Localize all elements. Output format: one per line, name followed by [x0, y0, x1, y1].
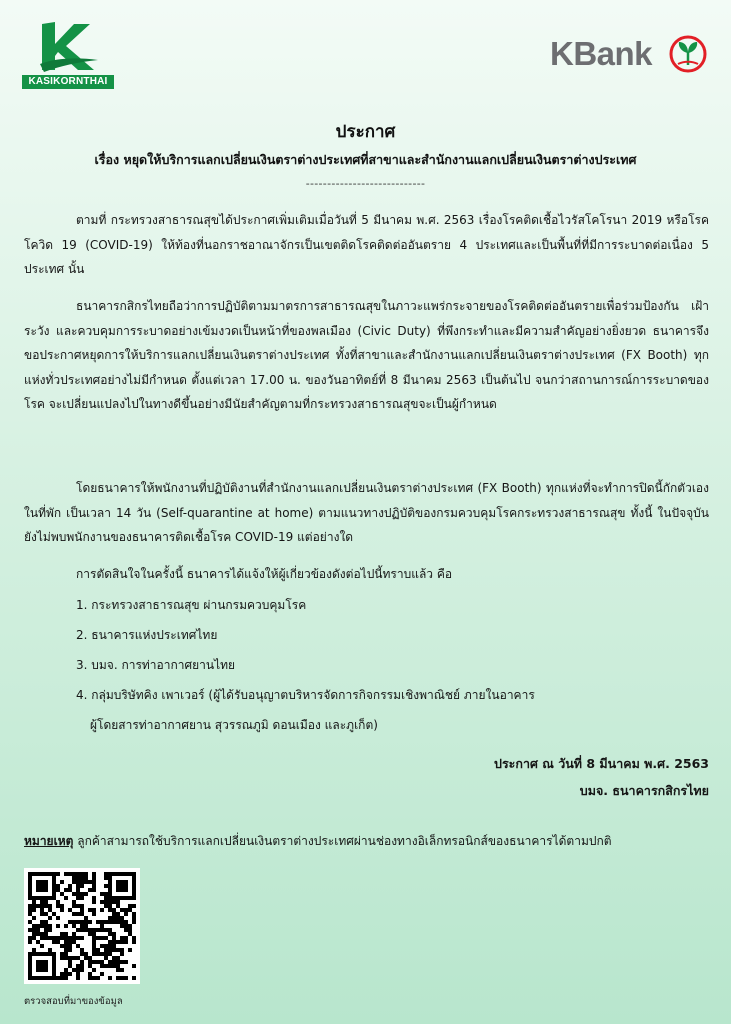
- list-item: 1. กระทรวงสาธารณสุข ผ่านกรมควบคุมโรค: [76, 598, 307, 612]
- note-text: ลูกค้าสามารถใช้บริการแลกเปลี่ยนเงินตราต่างประเทศผ่านช่องทางอิเล็กทรอนิกส์ของธนาคารได้ตามปกติ: [73, 834, 612, 848]
- qr-code[interactable]: [24, 868, 140, 984]
- paragraph-1: ตามที่ กระทรวงสาธารณสุขได้ประกาศเพิ่มเติมเมื่อวันที่ 5 มีนาคม พ.ศ. 2563 เรื่องโรคติดเชื้อไวรัสโคโรนา 2019 หรือโรคโควิด 19 (COVID-19) ให้ท้องที่นอกราชอาณาจักรเป็นเขตติดโรคติดต่ออันตราย 4 ประเทศและเป็นพื้นที่ที่มีการระบาดต่อเนื่อง 5 ประเทศ นั้น: [24, 213, 709, 276]
- list-item: 3. บมจ. การท่าอากาศยานไทย: [76, 658, 236, 672]
- note-label: หมายเหตุ: [24, 834, 74, 848]
- announcement-title: ประกาศ: [335, 122, 396, 142]
- kbank-wordmark: KBank: [550, 35, 653, 72]
- signature-date: ประกาศ ณ วันที่ 8 มีนาคม พ.ศ. 2563: [494, 756, 709, 771]
- list-item-text: 4. กลุ่มบริษัทคิง เพาเวอร์ (ผู้ได้รับอนุญาตบริหารจัดการกิจกรรมเชิงพาณิชย์ ภายในอาคาร: [76, 688, 535, 702]
- kasikornthai-wordmark: KASIKORNTHAI: [22, 75, 114, 89]
- paragraph-2: ธนาคารกสิกรไทยถือว่าการปฏิบัติตามมาตรการสาธารณสุขในภาวะแพร่กระจายของโรคติดต่ออันตรายเพื่อร่วมป้องกัน เฝ้าระวัง และควบคุมการระบาดอย่างเข้มงวดเป็นหน้าที่ของพลเมือง (Civic Duty) ที่พึงกระทำและมีความสำคัญอย่างยิ่งยวด ธนาคารจึงขอประกาศหยุดการให้บริการแลกเปลี่ยนเงินตราต่างประเทศ ทั้งที่สาขาและสำนักงานแลกเปลี่ยนเงินตราต่างประเทศ (FX Booth) ทุกแห่งทั่วประเทศอย่างไม่มีกำหนด ตั้งแต่เวลา 17.00 น. ของวันอาทิตย์ที่ 8 มีนาคม 2563 เป็นต้นไป จนกว่าสถานการณ์การระบาดของโรค จะเปลี่ยนแปลงไปในทางดีขึ้นอย่างมีนัยสำคัญตามที่กระทรวงสาธารณสุขจะเป็นผู้กำหนด: [24, 299, 709, 411]
- kasikornthai-logo: [22, 20, 114, 90]
- divider-line: ----------------------------: [305, 177, 426, 190]
- qr-caption: ตรวจสอบที่มาของข้อมูล: [24, 996, 123, 1007]
- kbank-logo: [550, 34, 710, 76]
- qr-code-icon: [24, 868, 140, 984]
- list-item: [76, 680, 709, 740]
- list-item: 2. ธนาคารแห่งประเทศไทย: [76, 628, 218, 642]
- kbank-leaf-seal-icon: [668, 34, 708, 74]
- paragraph-3: โดยธนาคารให้พนักงานที่ปฏิบัติงานที่สำนักงานแลกเปลี่ยนเงินตราต่างประเทศ (FX Booth) ทุกแห่งที่จะทำการปิดนี้กักตัวเองในที่พัก เป็นเวลา 14 วัน (Self-quarantine at home) ตามแนวทางปฏิบัติของกรมควบคุมโรคกระทรวงสาธารณสุข ทั้งนี้ ในปัจจุบันยังไม่พบพนักงานของธนาคารติดเชื้อโรค COVID-19 แต่อย่างใด: [24, 481, 709, 544]
- paragraph-4: การตัดสินใจในครั้งนี้ ธนาคารได้แจ้งให้ผู้เกี่ยวข้องดังต่อไปนี้ทราบแล้ว คือ: [76, 567, 453, 581]
- recipient-list: [76, 590, 709, 740]
- signature-org: บมจ. ธนาคารกสิกรไทย: [579, 783, 709, 798]
- list-item-continuation: ผู้โดยสารท่าอากาศยาน สุวรรณภูมิ ดอนเมือง และภูเก็ต): [90, 718, 378, 732]
- announcement-subject: เรื่อง หยุดให้บริการแลกเปลี่ยนเงินตราต่างประเทศที่สาขาและสำนักงานแลกเปลี่ยนเงินตราต่างประเทศ: [94, 152, 637, 167]
- kasikornthai-k-mark-icon: [36, 20, 100, 72]
- footer-note: [24, 832, 714, 851]
